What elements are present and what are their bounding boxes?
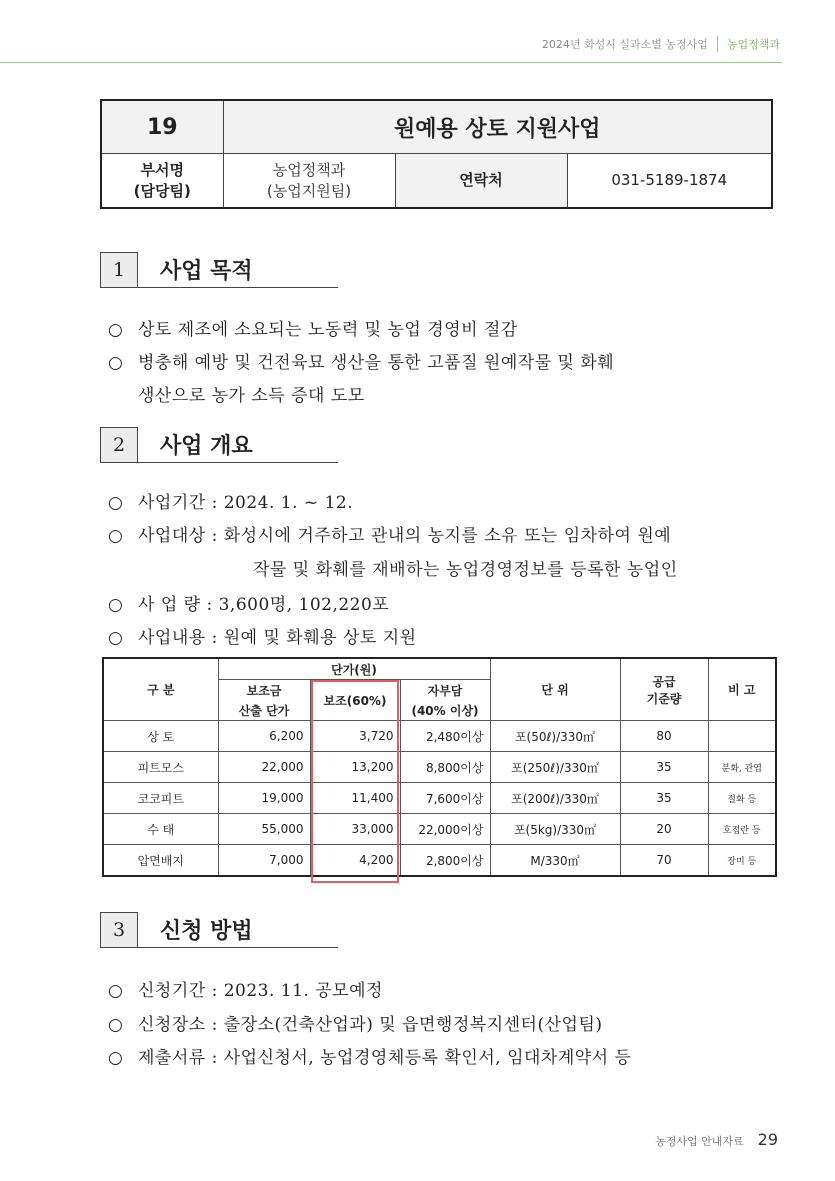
application-place <box>108 1010 603 1035</box>
overview-content <box>108 623 417 648</box>
section-title: 사업 목적 <box>138 252 338 288</box>
row-supply: 20 <box>620 814 708 845</box>
row-name: 코코피트 <box>103 783 218 814</box>
row-unit: M/330㎡ <box>490 845 620 877</box>
row-note: 장미 등 <box>708 845 776 877</box>
row-note <box>708 721 776 752</box>
purpose-text: 상토 제조에 소요되는 노동력 및 농업 경영비 절감 <box>138 320 518 340</box>
section-overview-heading <box>100 427 338 463</box>
purpose-text: 병충해 예방 및 건전육묘 생산을 통한 고품질 원예작물 및 화훼 <box>138 353 615 373</box>
header-supply-line1: 공급 <box>652 674 676 689</box>
overview-target-text: 사업대상 : 화성시에 거주하고 관내의 농지를 소유 또는 임차하여 원예 <box>138 526 672 546</box>
overview-period <box>108 488 353 513</box>
dept-team: (농업지원팀) <box>266 181 352 200</box>
row-supply: 80 <box>620 721 708 752</box>
table-row <box>103 721 776 752</box>
header-self-1: 자부담 <box>400 680 490 701</box>
overview-amount-text: 사 업 량 : 3,600명, 102,220포 <box>138 595 390 615</box>
bullet-circle-icon: ○ <box>108 981 124 1001</box>
row-self: 22,000이상 <box>400 814 490 845</box>
section-number: 1 <box>100 252 138 288</box>
section-title: 사업 개요 <box>138 427 338 463</box>
row-supply: 70 <box>620 845 708 877</box>
row-subsidy: 33,000 <box>310 814 400 845</box>
row-self: 2,480이상 <box>400 721 490 752</box>
row-subsidy: 3,720 <box>310 721 400 752</box>
dept-label-cell <box>101 154 223 209</box>
page-footer <box>655 1130 778 1149</box>
row-name: 피트모스 <box>103 752 218 783</box>
table-row <box>103 783 776 814</box>
table-row <box>103 814 776 845</box>
row-subsidy: 4,200 <box>310 845 400 877</box>
row-unit: 포(250ℓ)/330㎡ <box>490 752 620 783</box>
header-subsidy-base-1: 보조금 <box>218 680 310 701</box>
overview-period-text: 사업기간 : 2024. 1. ~ 12. <box>138 493 354 513</box>
header-right-text: 농업정책과 <box>726 38 780 51</box>
project-title: 원예용 상토 지원사업 <box>223 100 772 154</box>
row-note: 분화, 관엽 <box>708 752 776 783</box>
table-row <box>103 752 776 783</box>
header-subsidy-base-2: 산출 단가 <box>218 700 310 721</box>
header-self-2: (40% 이상) <box>400 700 490 721</box>
header-separator <box>717 36 718 52</box>
row-unit: 포(200ℓ)/330㎡ <box>490 783 620 814</box>
header-left-text: 2024년 화성시 실과소별 농정사업 <box>541 38 708 51</box>
table-row <box>103 845 776 877</box>
application-period-text: 신청기간 : 2023. 11. 공모예정 <box>138 981 383 1001</box>
row-self: 2,800이상 <box>400 845 490 877</box>
overview-target <box>108 521 671 546</box>
purpose-item <box>108 348 614 373</box>
row-name: 수 태 <box>103 814 218 845</box>
application-period <box>108 976 383 1001</box>
section-application-heading <box>100 912 338 948</box>
page-number: 29 <box>757 1130 778 1149</box>
row-self: 8,800이상 <box>400 752 490 783</box>
row-name: 압면배지 <box>103 845 218 877</box>
overview-content-text: 사업내용 : 원예 및 화훼용 상토 지원 <box>138 628 417 648</box>
header-subsidy: 보조(60%) <box>310 680 400 721</box>
purpose-continuation: 생산으로 농가 소득 증대 도모 <box>138 386 365 406</box>
application-documents <box>108 1043 631 1068</box>
bullet-circle-icon: ○ <box>108 320 124 340</box>
row-base-price: 7,000 <box>218 845 310 877</box>
header-divider <box>0 62 782 63</box>
bullet-circle-icon: ○ <box>108 628 124 648</box>
bullet-circle-icon: ○ <box>108 353 124 373</box>
row-note: 호접란 등 <box>708 814 776 845</box>
row-base-price: 19,000 <box>218 783 310 814</box>
bullet-circle-icon: ○ <box>108 526 124 546</box>
purpose-item <box>108 315 518 340</box>
row-supply: 35 <box>620 752 708 783</box>
row-note: 절화 등 <box>708 783 776 814</box>
dept-label: 부서명 <box>140 160 184 179</box>
header-supply-line2: 기준량 <box>646 691 682 706</box>
row-base-price: 55,000 <box>218 814 310 845</box>
contact-value: 031-5189-1874 <box>567 154 772 209</box>
application-place-text: 신청장소 : 출장소(건축산업과) 및 읍면행정복지센터(산업팀) <box>138 1015 603 1035</box>
bullet-circle-icon: ○ <box>108 595 124 615</box>
row-base-price: 6,200 <box>218 721 310 752</box>
row-name: 상 토 <box>103 721 218 752</box>
project-info-table <box>100 99 773 209</box>
header-unit: 단 위 <box>490 658 620 721</box>
application-documents-text: 제출서류 : 사업신청서, 농업경영체등록 확인서, 임대차계약서 등 <box>138 1048 632 1068</box>
bullet-circle-icon: ○ <box>108 1048 124 1068</box>
running-header <box>542 36 780 52</box>
support-price-table <box>102 657 777 877</box>
row-subsidy: 11,400 <box>310 783 400 814</box>
contact-label: 연락처 <box>395 154 567 209</box>
row-self: 7,600이상 <box>400 783 490 814</box>
header-supply <box>620 658 708 721</box>
header-category: 구 분 <box>103 658 218 721</box>
section-purpose-heading <box>100 252 338 288</box>
section-number: 2 <box>100 427 138 463</box>
header-note: 비 고 <box>708 658 776 721</box>
bullet-circle-icon: ○ <box>108 1015 124 1035</box>
row-unit: 포(50ℓ)/330㎡ <box>490 721 620 752</box>
bullet-circle-icon: ○ <box>108 493 124 513</box>
section-title: 신청 방법 <box>138 912 338 948</box>
row-base-price: 22,000 <box>218 752 310 783</box>
row-unit: 포(5kg)/330㎡ <box>490 814 620 845</box>
project-number: 19 <box>101 100 223 154</box>
dept-name: 농업정책과 <box>272 160 346 179</box>
section-number: 3 <box>100 912 138 948</box>
team-label: (담당팀) <box>133 181 191 200</box>
dept-name-cell <box>223 154 395 209</box>
footer-label: 농정사업 안내자료 <box>655 1135 744 1148</box>
header-unit-price: 단가(원) <box>218 658 490 680</box>
row-subsidy: 13,200 <box>310 752 400 783</box>
overview-target-continuation: 작물 및 화훼를 재배하는 농업경영정보를 등록한 농업인 <box>253 560 678 580</box>
overview-amount <box>108 590 389 615</box>
row-supply: 35 <box>620 783 708 814</box>
